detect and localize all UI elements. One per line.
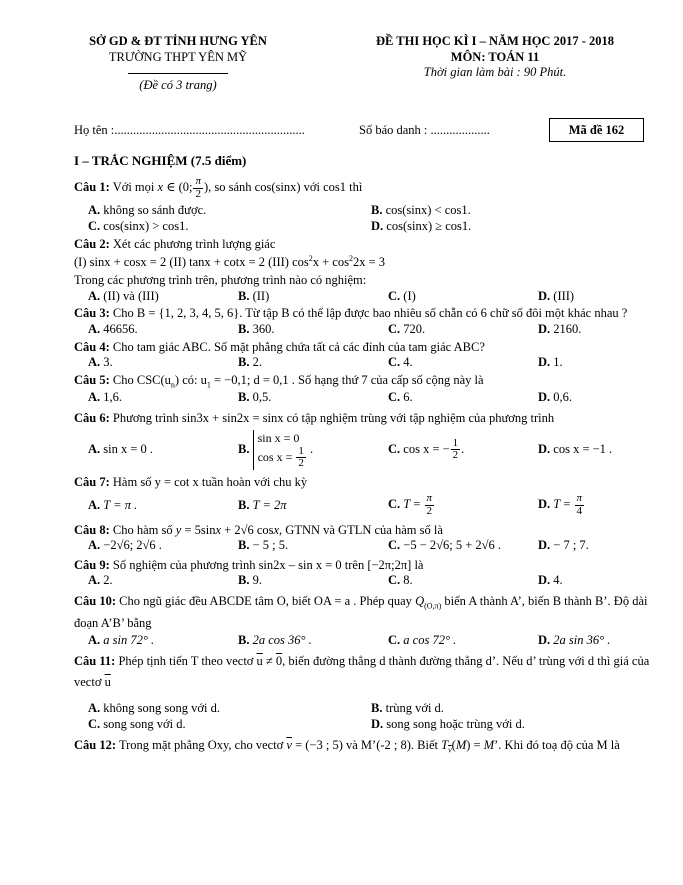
sbd-field[interactable]: Số báo danh : ................... (359, 123, 490, 137)
q6-option-d[interactable]: D. cos x = −1 . (538, 441, 613, 456)
q5-option-d[interactable]: D. 0,6. (538, 390, 573, 405)
q2-option-a[interactable]: A. (II) và (III) (88, 288, 159, 303)
q9-option-c[interactable]: C. 8. (388, 573, 413, 588)
question-2-equations: (I) sinx + cosx = 2 (II) tanx + cotx = 2 (III) $\cos^2x + \cos^22x = 3$ (74, 254, 386, 270)
q4-option-b[interactable]: B. 2. (238, 355, 262, 370)
question-1: Câu 1: Với mọi x ∈ (0; $\frac{\pi}{2}$ ), so sánh cos(sinx) với cos1 thì (74, 175, 363, 200)
student-info-row (74, 118, 644, 144)
question-7-options (74, 493, 654, 517)
question-3-options (74, 322, 654, 338)
q3-option-b[interactable]: B. 360. (238, 321, 275, 336)
exam-content (74, 153, 654, 757)
exam-title: ĐỀ THI HỌC KÌ I – NĂM HỌC 2017 - 2018 (376, 34, 614, 48)
question-6: Câu 6: Phương trình sin3x + sin2x = sinx có tập nghiệm trùng với tập nghiệm của phương trình (74, 410, 555, 425)
q1-option-c[interactable]: C. cos(sinx) > cos1. (88, 218, 189, 233)
page-count-note: (Đề có 3 trang) (139, 78, 217, 93)
question-9: Câu 9: Số nghiệm của phương trình sin2x – sin x = 0 trên [−2π;2π] là (74, 557, 424, 572)
question-5: Câu 5: Cho $CSC(u_n)$ có: $u_1 = -0,1$; d = 0,1 . Số hạng thứ 7 của cấp số cộng này là (74, 372, 484, 390)
question-8: Câu 8: Cho hàm số y = 5sinx + 2√6 cosx, GTNN và GTLN của hàm số là (74, 522, 443, 537)
q4-option-a[interactable]: A. 3. (88, 355, 113, 370)
q10-option-c[interactable]: C. a cos 72° . (388, 633, 457, 648)
q9-option-b[interactable]: B. 9. (238, 573, 262, 588)
department-name: SỞ GD & ĐT TỈNH HƯNG YÊN (89, 34, 267, 48)
question-10-options (74, 633, 654, 649)
question-4: Câu 4: Cho tam giác ABC. Số mặt phẳng chứa tất cả các đỉnh của tam giác ABC? (74, 339, 485, 354)
question-10: Câu 10: Cho ngũ giác đều ABCDE tâm O, biết OA = a . Phép quay $Q_{(O,\pi)}$ biến A thành A’, biến B thành B’. Độ dài đoạn A’B’ bằng (74, 594, 648, 631)
q6-option-c[interactable]: C. cos x = − $\frac{1}{2}$ . (388, 436, 465, 462)
school-name: TRƯỜNG THPT YÊN MỸ (108, 49, 248, 64)
q7-option-d[interactable]: D. T = $\frac{\pi}{4}$ (538, 492, 583, 517)
q3-option-c[interactable]: C. 720. (388, 321, 426, 336)
question-11-options (74, 701, 654, 732)
question-11: Câu 11: Phép tịnh tiến T theo vectơ $\overline{u} \ne 0$, biến đường thẳng d thành đường thẳng d’. Nếu d’ trùng với d thì giá của vectơ $\overline{u}$ (74, 653, 650, 690)
q8-option-b[interactable]: B. − 5 ; 5. (238, 538, 289, 553)
q7-option-b[interactable]: B. T = 2π (238, 497, 287, 512)
question-9-options (74, 573, 654, 589)
header-left (78, 34, 278, 94)
q11-option-d[interactable]: D. song song hoặc trùng với d. (371, 717, 525, 732)
question-12: Câu 12: Trong mặt phẳng Oxy, cho vectơ $\overline{v} = (-3$ ; 5) và M’(-2 ; 8). Biết $T_{\overline{v}}(M) = M$’. Khi đó toạ độ của M là (74, 737, 620, 755)
name-field[interactable]: Họ tên :............................................................. (74, 123, 305, 137)
header-right (335, 34, 655, 81)
q1-option-d[interactable]: D. cos(sinx) ≥ cos1. (371, 218, 472, 233)
q6-option-b[interactable]: B. sin x = 0 cos x = $\frac{1}{2}$ . (238, 430, 314, 470)
question-2-prompt: Trong các phương trình trên, phương trình nào có nghiệm: (74, 273, 367, 287)
q6-option-a[interactable]: A. sin x = 0 . (88, 441, 154, 456)
q5-option-b[interactable]: B. 0,5. (238, 390, 272, 405)
subject: MÔN: TOÁN 11 (450, 49, 540, 64)
q10-option-b[interactable]: B. 2a cos 36° . (238, 633, 312, 648)
question-6-options (74, 430, 654, 470)
q9-option-a[interactable]: A. 2. (88, 573, 113, 588)
question-4-options (74, 355, 654, 371)
q2-option-c[interactable]: C. (I) (388, 288, 416, 303)
q2-option-b[interactable]: B. (II) (238, 288, 270, 303)
question-2: Câu 2: Xét các phương trình lượng giác (74, 236, 276, 251)
question-5-options (74, 390, 654, 406)
q3-option-d[interactable]: D. 2160. (538, 321, 582, 336)
question-2-options (74, 289, 654, 305)
question-1-options (74, 203, 654, 234)
q4-option-d[interactable]: D. 1. (538, 355, 563, 370)
section-title: I – TRẮC NGHIỆM (7.5 điểm) (74, 153, 247, 168)
exam-code-box: Mã đề 162 (549, 118, 644, 142)
q11-option-a[interactable]: A. không song song với d. (88, 701, 220, 716)
q9-option-d[interactable]: D. 4. (538, 573, 563, 588)
q8-option-c[interactable]: C. −5 − 2√6; 5 + 2√6 . (388, 538, 501, 553)
q3-option-a[interactable]: A. 46656. (88, 321, 138, 336)
time-limit: Thời gian làm bài : 90 Phút. (423, 65, 567, 80)
q2-option-d[interactable]: D. (III) (538, 288, 575, 303)
q1-option-a[interactable]: A. không so sánh được. (88, 203, 207, 218)
q5-option-c[interactable]: C. 6. (388, 390, 413, 405)
q7-option-c[interactable]: C. T = $\frac{\pi}{2}$ (388, 492, 433, 517)
q8-option-a[interactable]: A. −2√6; 2√6 . (88, 538, 162, 553)
q7-option-a[interactable]: A. T = π . (88, 497, 138, 512)
q4-option-c[interactable]: C. 4. (388, 355, 413, 370)
q11-option-c[interactable]: C. song song với d. (88, 717, 186, 732)
question-3: Câu 3: Cho B = {1, 2, 3, 4, 5, 6}. Từ tập B có thể lập được bao nhiêu số chẵn có 6 chữ số đôi một khác nhau ? (74, 306, 628, 321)
q1-option-b[interactable]: B. cos(sinx) < cos1. (371, 203, 471, 218)
q10-option-a[interactable]: A. a sin 72° . (88, 633, 155, 648)
q8-option-d[interactable]: D. − 7 ; 7. (538, 538, 589, 553)
header-divider (128, 73, 228, 74)
q5-option-a[interactable]: A. 1,6. (88, 390, 123, 405)
q10-option-d[interactable]: D. 2a sin 36° . (538, 633, 611, 648)
question-7: Câu 7: Hàm số y = cot x tuần hoàn với chu kỳ (74, 474, 308, 489)
question-8-options (74, 538, 654, 554)
q11-option-b[interactable]: B. trùng với d. (371, 701, 444, 716)
